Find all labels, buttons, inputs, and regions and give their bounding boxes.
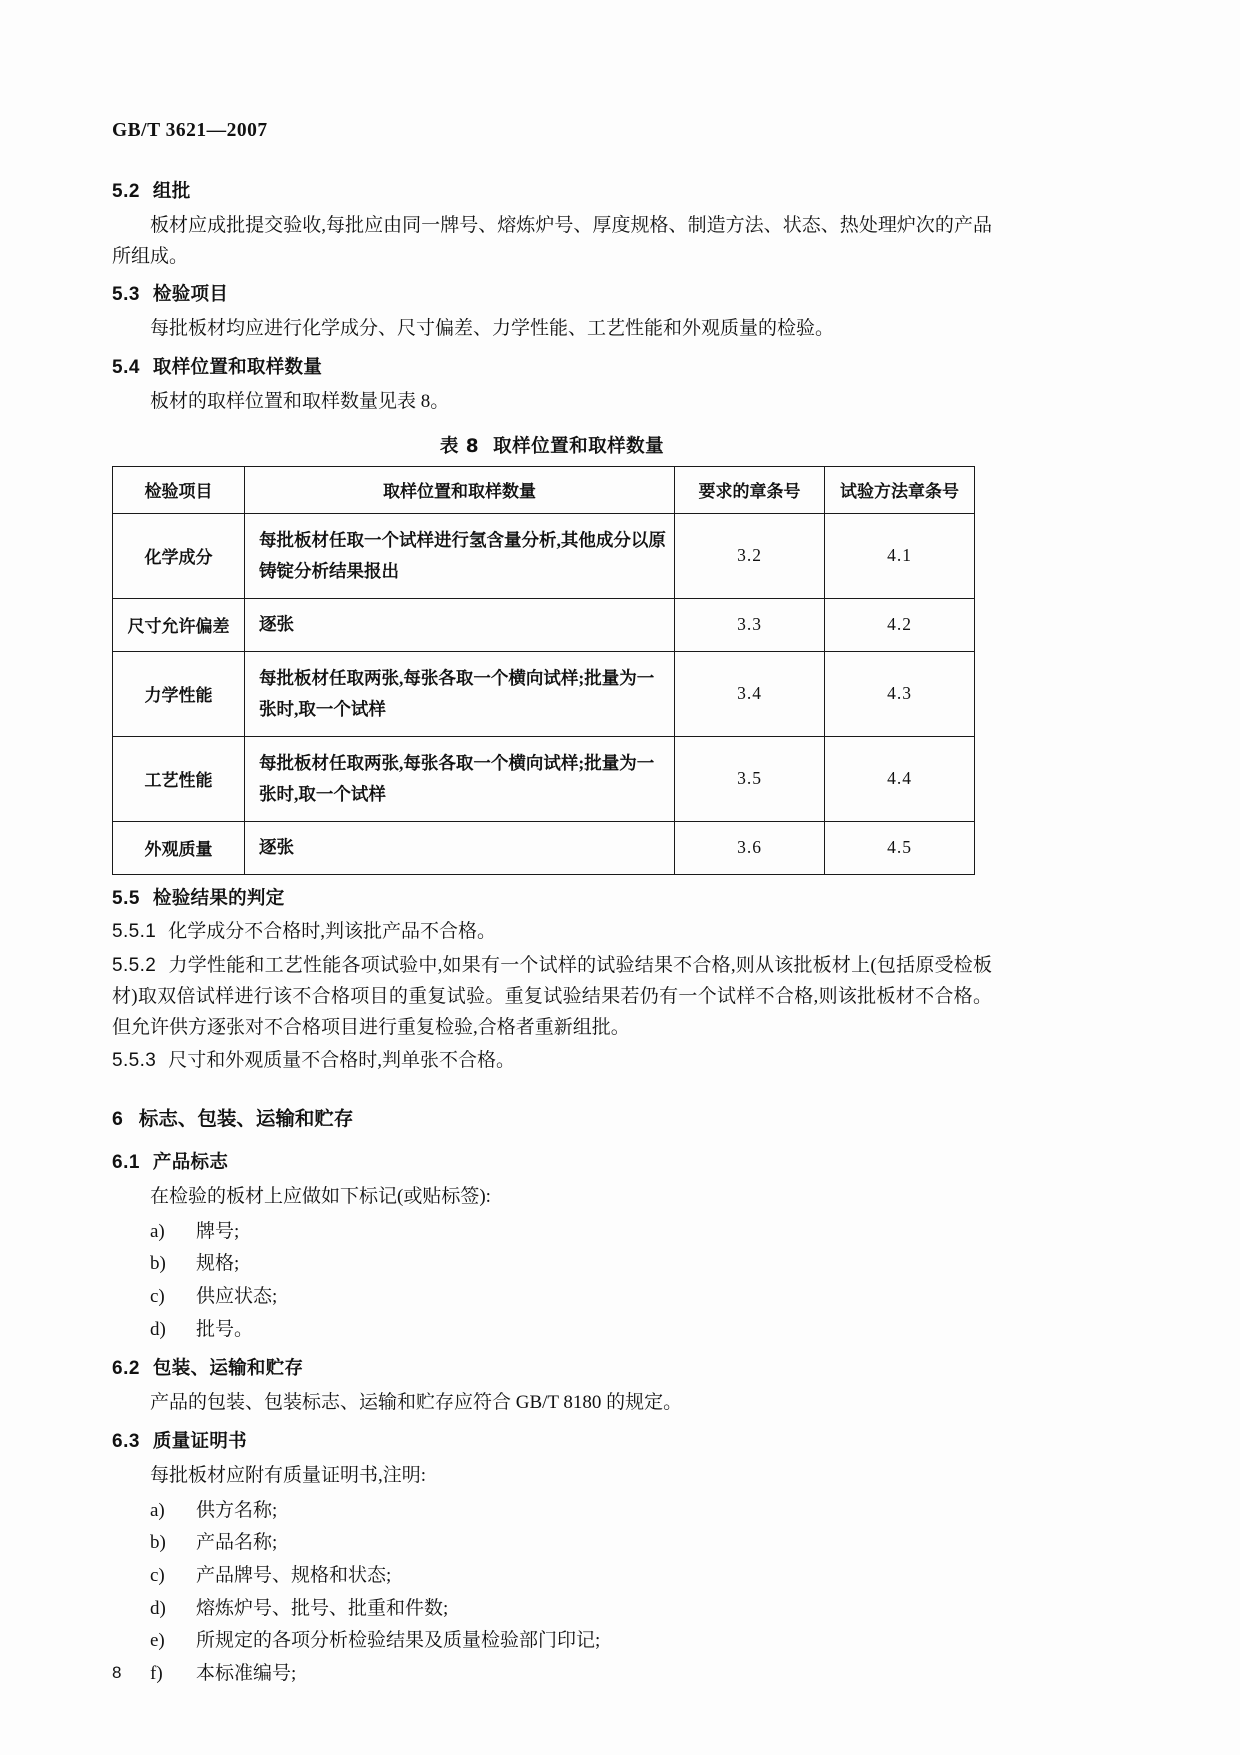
list-item <box>112 1625 992 1658</box>
page-number: 8 <box>112 1663 122 1682</box>
clause-body-5-3: 每批板材均应进行化学成分、尺寸偏差、力学性能、工艺性能和外观质量的检验。 <box>150 318 835 340</box>
clause-number-6-3: 6.3 <box>112 1430 140 1452</box>
clause-heading-6-2 <box>112 1355 992 1383</box>
table8-cell-method: 4.5 <box>825 821 975 874</box>
table8-cell-method: 4.3 <box>825 651 975 736</box>
table8-cell-item: 工艺性能 <box>113 736 245 821</box>
clause-title-6-2: 包装、运输和贮存 <box>152 1358 304 1380</box>
list-marker: b) <box>150 1532 166 1554</box>
table8-caption-title: 取样位置和取样数量 <box>493 435 665 457</box>
list-item-text: 产品名称; <box>196 1532 278 1554</box>
table8-header-item: 检验项目 <box>113 466 245 513</box>
clause-title-5-3: 检验项目 <box>152 284 229 306</box>
list-marker: f) <box>150 1662 163 1684</box>
table8-cell-req: 3.6 <box>675 821 825 874</box>
table-row <box>113 736 975 821</box>
table8-cell-req: 3.4 <box>675 651 825 736</box>
list-marker: b) <box>150 1253 166 1275</box>
list-marker: d) <box>150 1318 166 1340</box>
clause-title-5-5: 检验结果的判定 <box>152 887 285 909</box>
list-marker: a) <box>150 1499 165 1521</box>
list-item-text: 供方名称; <box>196 1499 278 1521</box>
clause-body-5-5-3: 尺寸和外观质量不合格时,判单张不合格。 <box>168 1050 516 1072</box>
page-content <box>112 120 992 1691</box>
list-item <box>112 1560 992 1593</box>
table8-header-sampling: 取样位置和取样数量 <box>245 466 675 513</box>
table-row <box>113 598 975 651</box>
clause-title-5-4: 取样位置和取样数量 <box>152 356 323 378</box>
clause-heading-5-5 <box>112 885 992 913</box>
clause-heading-5-2 <box>112 178 992 206</box>
clause-body-5-2: 板材应成批提交验收,每批应由同一牌号、熔炼炉号、厚度规格、制造方法、状态、热处理炉次的产品所组成。 <box>112 214 992 267</box>
list-item <box>112 1658 992 1691</box>
table8-caption <box>112 432 992 458</box>
clause-body-5-5-1: 化学成分不合格时,判该批产品不合格。 <box>168 921 497 943</box>
clause-title-6-1: 产品标志 <box>152 1152 229 1174</box>
list-item-text: 批号。 <box>196 1318 254 1340</box>
clause-number-5-4: 5.4 <box>112 356 140 378</box>
table-row <box>113 651 975 736</box>
list-item-text: 本标准编号; <box>196 1662 297 1684</box>
table8-cell-desc: 每批板材任取一个试样进行氢含量分析,其他成分以原铸锭分析结果报出 <box>245 513 675 598</box>
list-item-text: 供应状态; <box>196 1286 278 1308</box>
list-item <box>112 1495 992 1528</box>
table8-cell-method: 4.2 <box>825 598 975 651</box>
list-6-1 <box>112 1216 992 1347</box>
list-item-text: 产品牌号、规格和状态; <box>196 1564 392 1586</box>
list-item <box>112 1248 992 1281</box>
list-item <box>112 1314 992 1347</box>
section-heading-6 <box>112 1103 992 1131</box>
table8-cell-desc: 逐张 <box>245 598 675 651</box>
clause-number-5-5-3: 5.5.3 <box>112 1050 157 1072</box>
list-item-text: 熔炼炉号、批号、批重和件数; <box>196 1597 449 1619</box>
clause-number-6-2: 6.2 <box>112 1358 140 1380</box>
table8-cell-desc: 每批板材任取两张,每张各取一个横向试样;批量为一张时,取一个试样 <box>245 651 675 736</box>
clause-heading-6-3 <box>112 1428 992 1456</box>
list-item-text: 所规定的各项分析检验结果及质量检验部门印记; <box>196 1630 601 1652</box>
table8-cell-item: 力学性能 <box>113 651 245 736</box>
table8-cell-item: 尺寸允许偏差 <box>113 598 245 651</box>
table-row <box>113 821 975 874</box>
table8-cell-desc: 每批板材任取两张,每张各取一个横向试样;批量为一张时,取一个试样 <box>245 736 675 821</box>
list-marker: c) <box>150 1286 165 1308</box>
list-item <box>112 1593 992 1626</box>
list-item-text: 规格; <box>196 1253 240 1275</box>
list-item-text: 牌号; <box>196 1220 240 1242</box>
table8-cell-req: 3.3 <box>675 598 825 651</box>
list-marker: e) <box>150 1630 165 1652</box>
clause-number-5-5-2: 5.5.2 <box>112 955 157 977</box>
clause-number-5-5: 5.5 <box>112 887 140 909</box>
clause-body-6-1: 在检验的板材上应做如下标记(或贴标签): <box>150 1185 491 1207</box>
clause-5-5-3 <box>112 1046 992 1077</box>
table8-cell-desc: 逐张 <box>245 821 675 874</box>
clause-5-5-2 <box>112 951 992 1043</box>
list-marker: a) <box>150 1220 165 1242</box>
table8-cell-req: 3.2 <box>675 513 825 598</box>
list-item <box>112 1281 992 1314</box>
clause-number-6-1: 6.1 <box>112 1152 140 1174</box>
table8 <box>112 466 975 875</box>
list-marker: c) <box>150 1564 165 1586</box>
list-item <box>112 1216 992 1249</box>
table8-header-test-method-clause: 试验方法章条号 <box>825 466 975 513</box>
table-row <box>113 513 975 598</box>
clause-title-6-3: 质量证明书 <box>152 1430 247 1452</box>
list-marker: d) <box>150 1597 166 1619</box>
clause-number-5-5-1: 5.5.1 <box>112 921 157 943</box>
clause-body-5-4: 板材的取样位置和取样数量见表 8。 <box>150 390 450 412</box>
clause-number-5-2: 5.2 <box>112 181 140 202</box>
clause-body-5-5-2: 力学性能和工艺性能各项试验中,如果有一个试样的试验结果不合格,则从该批板材上(包括原受检板材)取双倍试样进行该不合格项目的重复试验。重复试验结果若仍有一个试样不合格,则该批板材不合格。但允许供方逐张对不合格项目进行重复检验,合格者重新组批。 <box>112 955 992 1038</box>
table8-cell-item: 外观质量 <box>113 821 245 874</box>
clause-body-6-3: 每批板材应附有质量证明书,注明: <box>150 1464 427 1486</box>
clause-body-6-2: 产品的包装、包装标志、运输和贮存应符合 GB/T 8180 的规定。 <box>150 1392 683 1414</box>
running-head-standard-number: GB/T 3621—2007 <box>112 120 268 141</box>
clause-heading-5-4 <box>112 354 992 382</box>
table8-header-row <box>113 466 975 513</box>
section-title-6: 标志、包装、运输和贮存 <box>138 1107 354 1131</box>
table8-caption-number: 表 8 <box>439 435 480 457</box>
section-number-6: 6 <box>112 1108 123 1131</box>
list-item <box>112 1527 992 1560</box>
table8-cell-method: 4.1 <box>825 513 975 598</box>
clause-heading-6-1 <box>112 1149 992 1177</box>
table8-cell-req: 3.5 <box>675 736 825 821</box>
table8-cell-item: 化学成分 <box>113 513 245 598</box>
list-6-3 <box>112 1495 992 1691</box>
clause-number-5-3: 5.3 <box>112 284 140 306</box>
clause-title-5-2: 组批 <box>152 181 191 202</box>
clause-heading-5-3 <box>112 281 992 309</box>
table8-cell-method: 4.4 <box>825 736 975 821</box>
table8-header-requirement-clause: 要求的章条号 <box>675 466 825 513</box>
clause-5-5-1 <box>112 917 992 948</box>
